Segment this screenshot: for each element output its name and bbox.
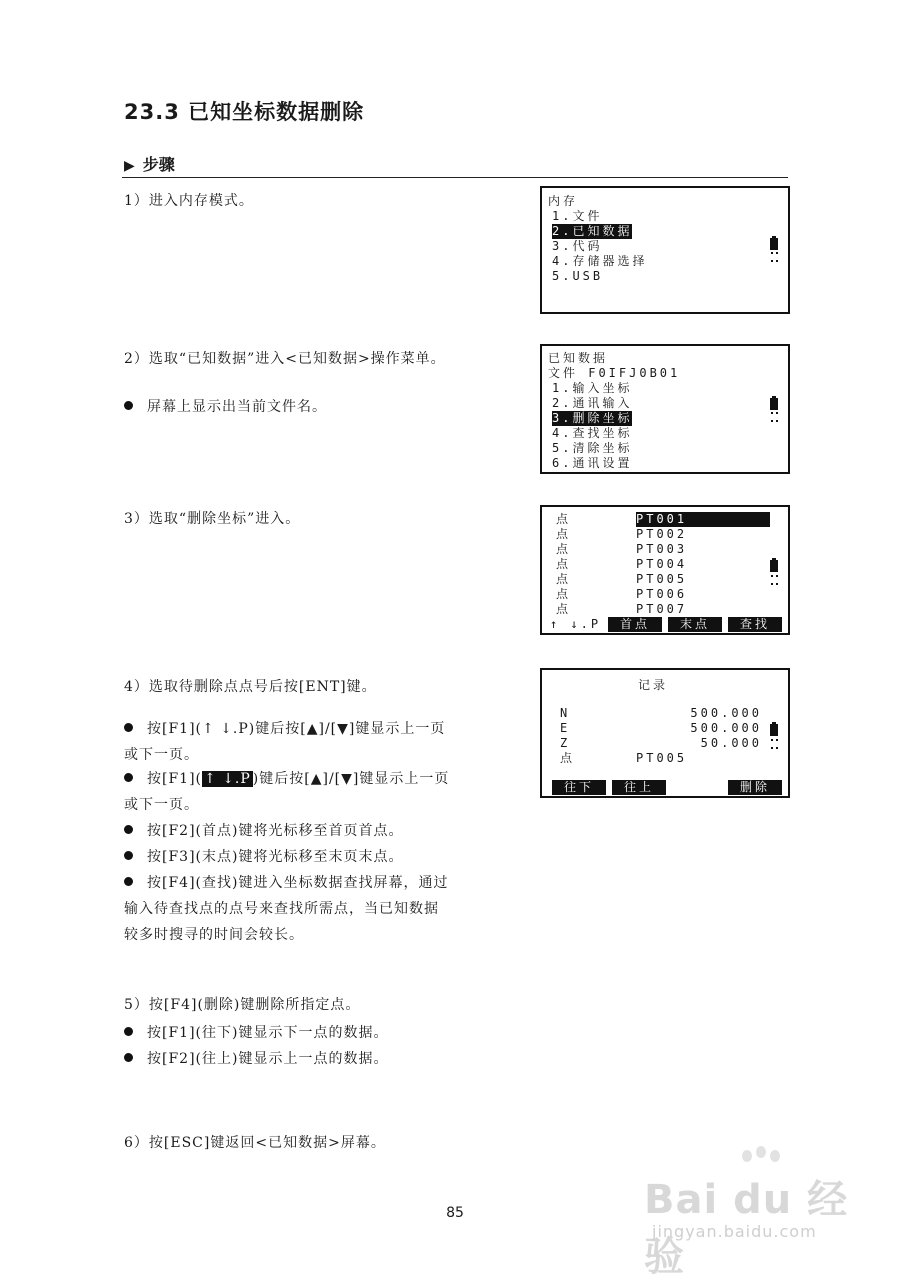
screen3-row-label: 点 (556, 542, 572, 556)
paw-icon (770, 1150, 780, 1162)
battery-icon (770, 560, 778, 572)
signal-icon (771, 575, 778, 585)
screen3-row-label: 点 (556, 557, 572, 571)
signal-icon (771, 739, 778, 749)
screen4-z-value: 50.000 (700, 736, 762, 750)
screen2-item: 4.查找坐标 (552, 426, 633, 440)
signal-icon (771, 252, 778, 262)
f2-key-previous[interactable]: 往上 (612, 780, 666, 795)
steps-heading (124, 152, 175, 175)
screen1-item: 4.存储器选择 (552, 254, 648, 268)
screen4-z-label: Z (560, 736, 571, 750)
bullet-text: 输入待查找点的点号来查找所需点，当已知数据 (124, 901, 439, 917)
bullet-icon (124, 825, 133, 834)
screen2-item: 1.输入坐标 (552, 381, 633, 395)
f3-key-last-point[interactable]: 末点 (668, 617, 722, 632)
bullet-icon (124, 1053, 133, 1062)
screen4-point-label: 点 (560, 751, 576, 765)
bullet-text: 按[F2](首点)键将光标移至首页首点。 (147, 823, 404, 839)
battery-icon (770, 398, 778, 410)
screen3-row-label: 点 (556, 527, 572, 541)
f1-key-next[interactable]: 往下 (552, 780, 606, 795)
bullet-text: 较多时搜寻的时间会较长。 (124, 927, 304, 943)
step-5-text: 5）按[F4](删除)键删除所指定点。 (124, 997, 361, 1013)
screen2-item: 2.通讯输入 (552, 396, 633, 410)
bullet-icon (124, 723, 133, 732)
battery-icon (770, 724, 778, 736)
step-2-text: 2）选取“已知数据”进入<已知数据>操作菜单。 (124, 351, 446, 367)
screen-record-detail (540, 668, 790, 798)
step-4-text: 4）选取待删除点点号后按[ENT]键。 (124, 679, 377, 695)
bullet-text: 屏幕上显示出当前文件名。 (147, 399, 327, 415)
bullet-text: 按[F3](末点)键将光标移至末页末点。 (147, 849, 404, 865)
screen1-item: 5.USB (552, 269, 604, 283)
f4-key-search[interactable]: 查找 (728, 617, 782, 632)
screen3-row-label: 点 (556, 602, 572, 616)
watermark-logo: Bai du 经验 (644, 1177, 849, 1280)
signal-icon (771, 412, 778, 422)
screen1-item-selected: 2.已知数据 (552, 224, 633, 238)
screen2-file-line: 文件 F0IFJ0B01 (548, 366, 681, 380)
step-5-bullet-2 (124, 1046, 504, 1072)
step-4-bullet-1 (124, 716, 504, 768)
steps-heading-text: 步骤 (142, 155, 175, 174)
step-4-bullet-4 (124, 844, 504, 870)
step-4-bullet-5 (124, 870, 504, 948)
inverted-key-label: ↑ ↓.P (204, 771, 251, 787)
screen1-item: 1.文件 (552, 209, 603, 223)
section-title: 23.3 已知坐标数据删除 (124, 100, 365, 124)
screen1-item: 3.代码 (552, 239, 603, 253)
screen-known-data-menu (540, 344, 790, 474)
screen4-e-value: 500.000 (690, 721, 762, 735)
bullet-icon (124, 1027, 133, 1036)
screen4-e-label: E (560, 721, 571, 735)
bullet-icon (124, 401, 133, 410)
screen3-row-value: PT004 (636, 557, 688, 571)
bullet-icon (124, 851, 133, 860)
screen-memory-menu (540, 186, 790, 314)
battery-icon (770, 238, 778, 250)
f1-key-page[interactable]: ↑ ↓.P (550, 617, 602, 631)
screen4-point-value: PT005 (636, 751, 688, 765)
bullet-text: 按[F4](查找)键进入坐标数据查找屏幕，通过 (147, 875, 449, 891)
bullet-text: 或下一页。 (124, 747, 199, 763)
bullet-text: 按[F2](往上)键显示上一点的数据。 (147, 1051, 389, 1067)
screen1-title: 内存 (548, 194, 579, 208)
screen3-row-label: 点 (556, 572, 572, 586)
triangle-right-icon: ▶ (124, 158, 135, 174)
screen2-item: 5.清除坐标 (552, 441, 633, 455)
screen2-item-selected: 3.删除坐标 (552, 411, 633, 425)
step-6-text: 6）按[ESC]键返回<已知数据>屏幕。 (124, 1135, 386, 1151)
screen3-row-value: PT007 (636, 602, 688, 616)
heading-divider (122, 177, 788, 178)
paw-icon (756, 1146, 766, 1158)
screen3-row-value: PT005 (636, 572, 688, 586)
bullet-icon (124, 773, 133, 782)
step-5-bullet-1 (124, 1020, 504, 1046)
step-4-bullet-2 (124, 766, 504, 818)
screen3-row-value: PT006 (636, 587, 688, 601)
bullet-icon (124, 877, 133, 886)
page-number: 85 (446, 1205, 464, 1221)
bullet-text: 按[F1]( (147, 771, 203, 787)
screen2-title: 已知数据 (548, 351, 609, 365)
screen3-row-label: 点 (556, 512, 572, 526)
screen3-row-value-selected: PT001 (636, 512, 770, 527)
f2-key-first-point[interactable]: 首点 (608, 617, 662, 632)
screen4-n-label: N (560, 706, 571, 720)
screen4-title: 记录 (638, 678, 669, 692)
baidu-watermark (644, 1150, 874, 1280)
bullet-text: 或下一页。 (124, 797, 199, 813)
screen3-row-label: 点 (556, 587, 572, 601)
step-1-text: 1）进入内存模式。 (124, 193, 254, 209)
bullet-text: 按[F1](往下)键显示下一点的数据。 (147, 1025, 389, 1041)
watermark-url: jingyan.baidu.com (652, 1222, 817, 1241)
screen3-row-value: PT003 (636, 542, 688, 556)
step-3-text: 3）选取“删除坐标”进入。 (124, 511, 301, 527)
bullet-text: 按[F1](↑ ↓.P)键后按[▲]/[▼]键显示上一页 (147, 721, 446, 737)
f4-key-delete[interactable]: 删除 (728, 780, 782, 795)
step-2-bullet (124, 394, 504, 420)
step-4-bullet-3 (124, 818, 504, 844)
paw-icon (742, 1150, 752, 1162)
screen4-n-value: 500.000 (690, 706, 762, 720)
screen3-row-value: PT002 (636, 527, 688, 541)
screen-point-list (540, 505, 790, 635)
screen2-item: 6.通讯设置 (552, 456, 633, 470)
bullet-text: )键后按[▲]/[▼]键显示上一页 (252, 771, 450, 787)
